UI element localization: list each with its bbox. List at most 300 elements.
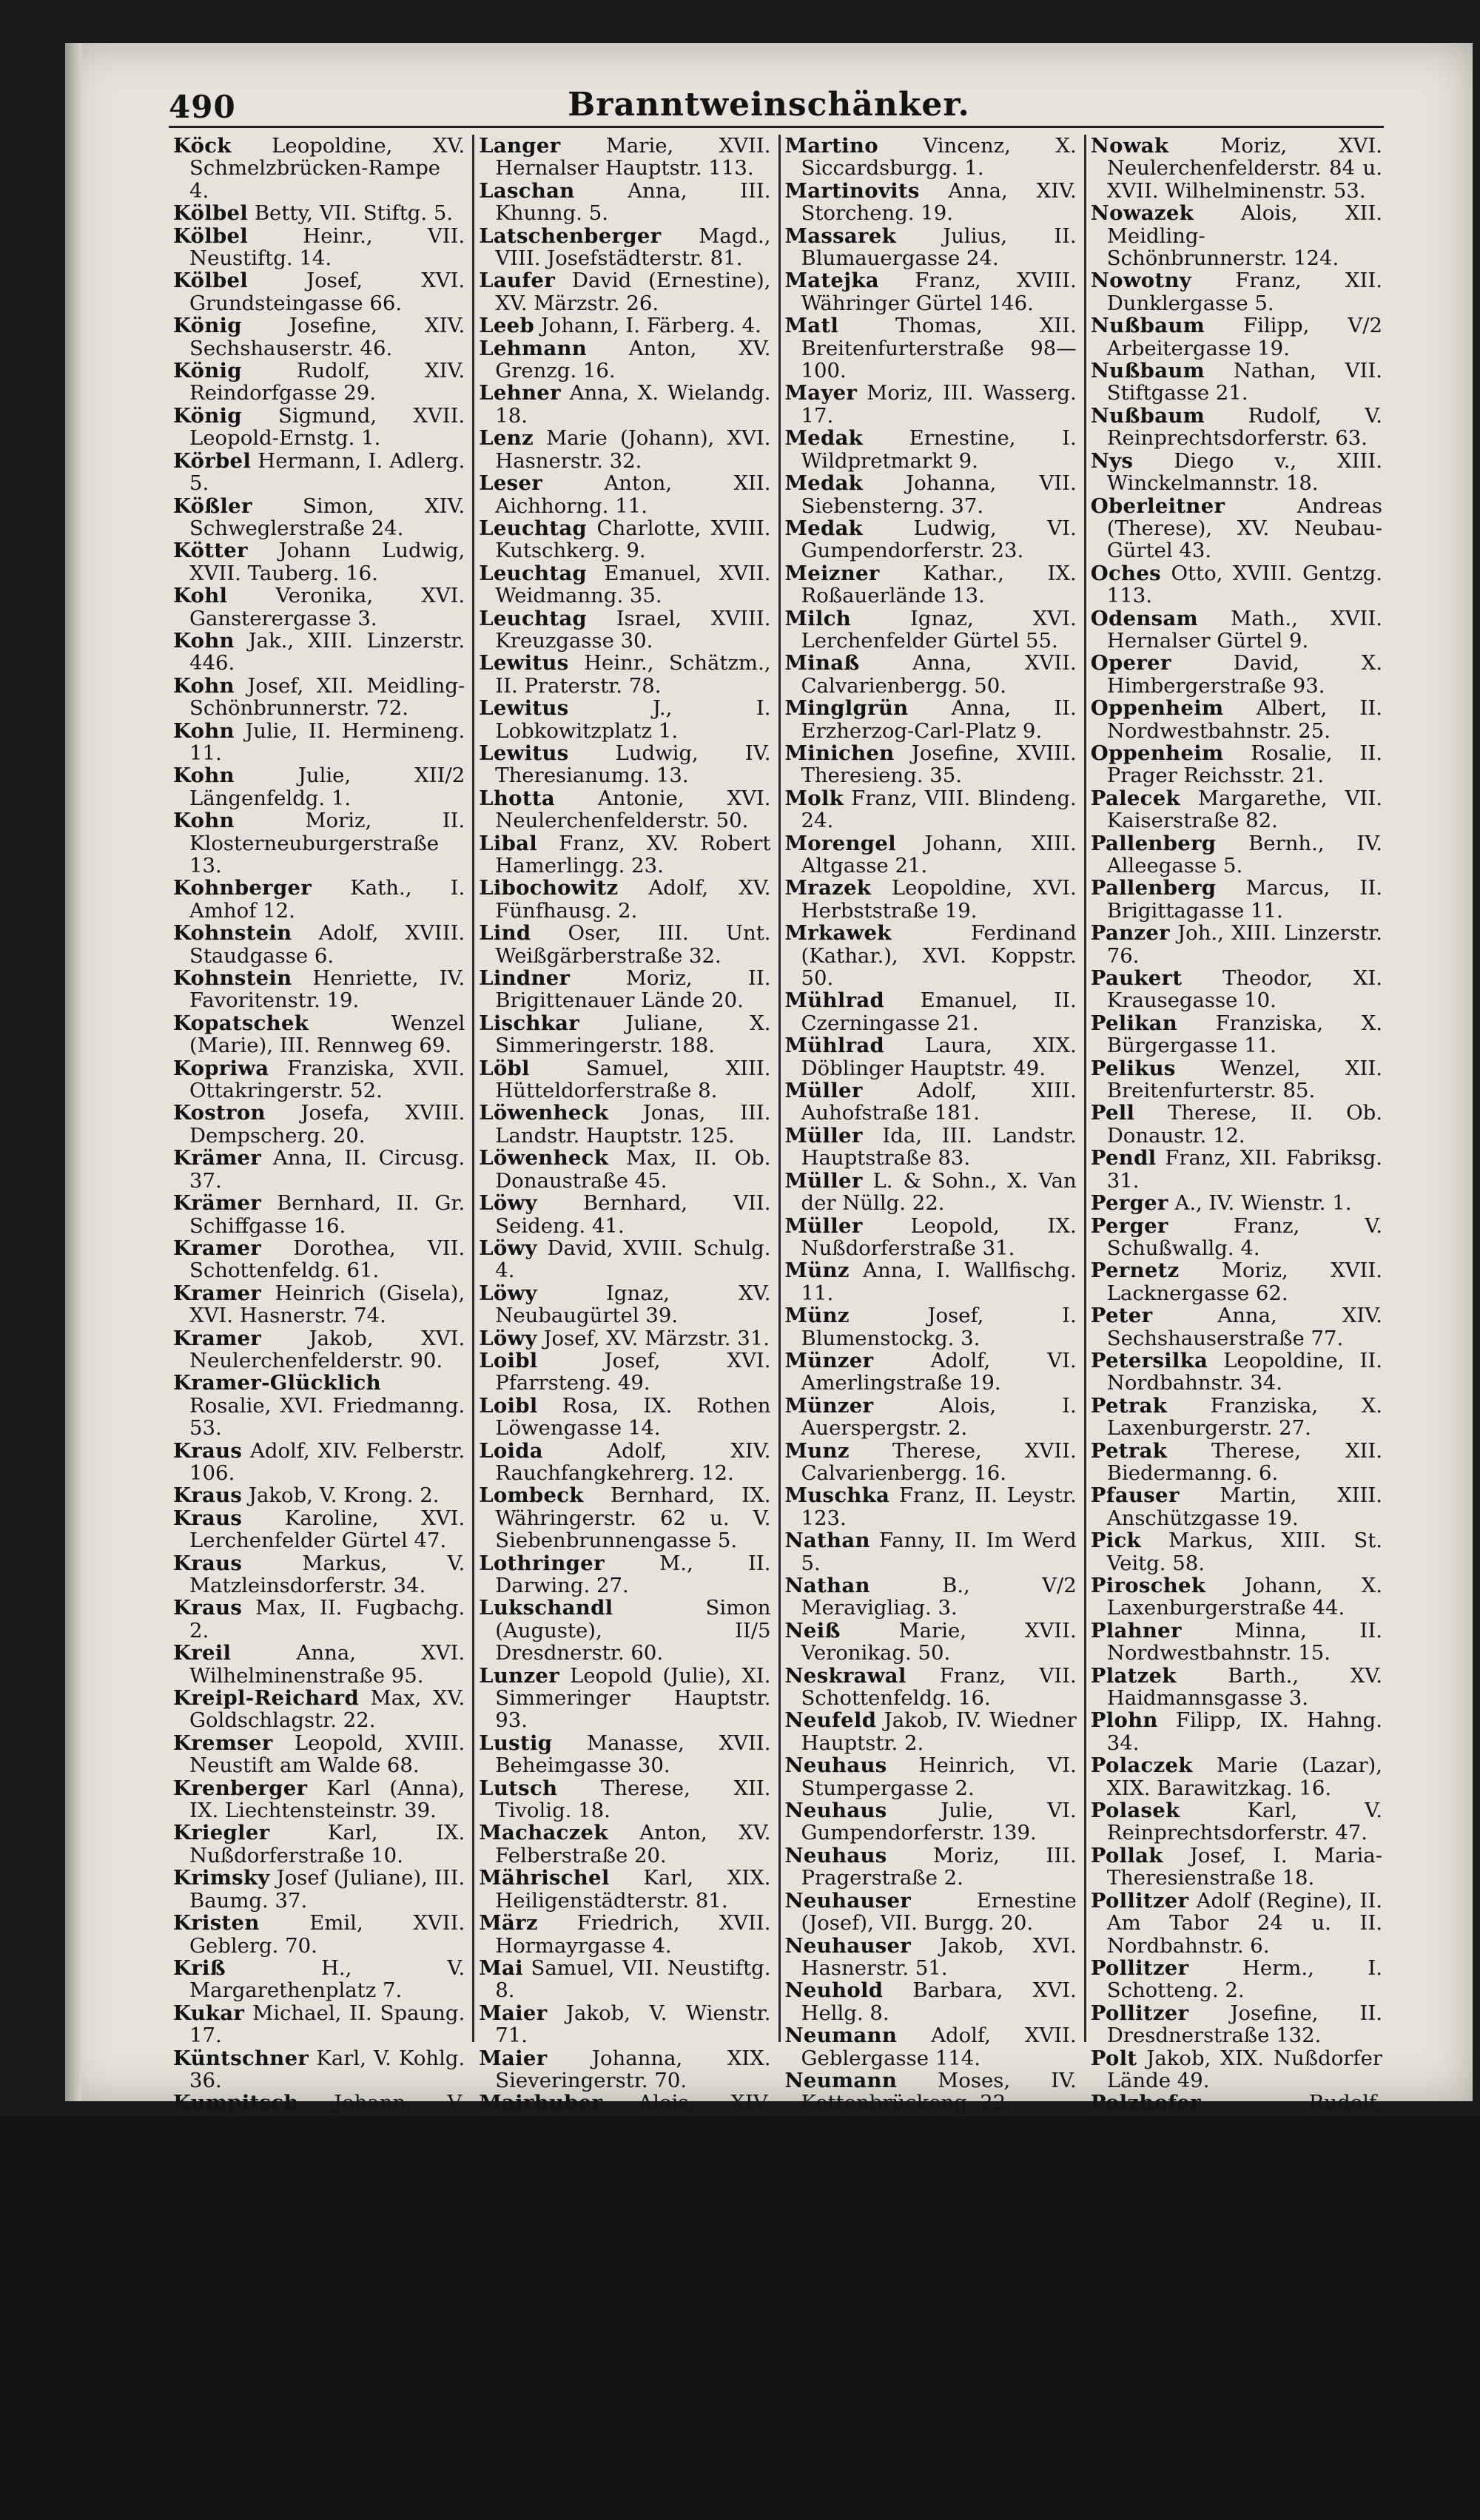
entry-surname: Minglgrün xyxy=(784,696,909,721)
entry-details: Filipp, IX. Hahng. 34. xyxy=(1106,1708,1382,1755)
entry-details: Moriz, II. Brigittenauer Lände 20. xyxy=(495,966,771,1013)
directory-entry xyxy=(785,135,1077,180)
entry-details: Josef, I. Landesgerichtsstr. 10. xyxy=(189,2180,465,2228)
entry-surname: Maiß xyxy=(479,2136,539,2160)
directory-entry xyxy=(173,1192,465,1237)
entry-surname: Muschka xyxy=(784,1483,890,1508)
directory-entry xyxy=(479,2182,770,2227)
directory-entry xyxy=(173,1822,465,1867)
entry-details: Samuel, XIII. Hütteldorferstraße 8. xyxy=(495,1056,771,1103)
entry-surname: Leuchtag xyxy=(479,561,587,585)
entry-details: Leopoldine, II. Nordbahnstr. 34. xyxy=(1106,1348,1382,1395)
entry-surname: Kraus xyxy=(173,1483,243,1508)
entry-details: Jakob, V. Wienstr. 71. xyxy=(495,2001,771,2048)
entry-surname: Kohn xyxy=(173,764,235,788)
directory-entry xyxy=(479,1732,770,1777)
entry-details: Therese, XII. Tivolig. 18. xyxy=(495,1776,771,1823)
directory-entry xyxy=(479,1822,770,1867)
entry-details: Michael, II. Spaung. 17. xyxy=(189,2001,465,2048)
entry-details: Bernhard, II. Gr. Schiffgasse 16. xyxy=(189,1191,465,1238)
entry-surname: Nußbaum xyxy=(1090,403,1205,428)
entry-surname: Machaczek xyxy=(479,1821,608,1845)
directory-entry xyxy=(785,1350,1077,1395)
entry-surname: Kramer xyxy=(173,1236,262,1260)
entry-surname: Lustig xyxy=(479,1731,553,1755)
entry-details: Julie, XII/2 Längenfeldg. 1. xyxy=(189,764,465,810)
entry-details: Julie, II. Hermineng. 11. xyxy=(189,718,465,765)
entry-details: Rosalie, II. Prager Reichsstr. 21. xyxy=(1106,741,1382,788)
entry-details: Diego v., XIII. Winckelmannstr. 18. xyxy=(1106,448,1382,496)
directory-entry xyxy=(173,1552,465,1597)
entry-details: A., III. Landstr. Hauptstr. 157. xyxy=(801,2158,1077,2205)
directory-entry xyxy=(1091,1529,1382,1574)
entry-details: Jakob, V. Krong. 2. xyxy=(248,1483,440,1508)
entry-surname: Mühlrad xyxy=(784,988,885,1013)
entry-surname: Oppenheim xyxy=(1090,741,1224,765)
entry-details: A., XVIII. Ladenburgg. 20. xyxy=(189,2383,465,2430)
directory-entry xyxy=(173,2317,465,2384)
directory-entry xyxy=(1091,2047,1382,2092)
entry-details: Karl, V. Kohlg. 36. xyxy=(189,2046,465,2092)
entry-surname: Körbel xyxy=(173,448,252,473)
entry-surname: Kohl xyxy=(173,584,228,608)
entry-surname: Marmorek xyxy=(479,2226,600,2250)
entry-details: Josef (Juliane), III. Baumg. 37. xyxy=(189,1866,465,1913)
entry-details: Franziska, XVII. Ottakringerstr. 52. xyxy=(189,1056,465,1103)
entry-details: Karoline, XVI. Lerchenfelder Gürtel 47. xyxy=(189,1506,465,1553)
directory-entry xyxy=(1091,1350,1382,1395)
entry-details: Leopoldine, XVI. Herbststraße 19. xyxy=(801,876,1077,923)
entry-details: Anton, XV. Grenzg. 16. xyxy=(495,336,771,383)
directory-entry xyxy=(479,1912,770,1957)
directory-entry xyxy=(479,652,770,697)
entry-surname: Kumpitsch xyxy=(173,2091,299,2115)
directory-entry xyxy=(1091,832,1382,877)
directory-entry xyxy=(479,427,770,472)
entry-surname: Kurz xyxy=(173,2226,229,2250)
entry-surname: Pollitzer xyxy=(1090,1955,1189,1980)
entry-columns xyxy=(169,134,1390,2520)
entry-surname: Kohnstein xyxy=(173,921,292,946)
entry-details: Marie, XVII. Hernalser Hauptstr. 113. xyxy=(495,134,771,181)
directory-entry xyxy=(1091,742,1382,787)
entry-details: Moriz, XVII. Lacknergasse 62. xyxy=(1106,1259,1382,1305)
entry-surname: Löwy xyxy=(479,1326,537,1350)
directory-entry xyxy=(785,2069,1077,2115)
entry-details: Veronika, XVI. Gansterergasse 3. xyxy=(189,584,465,630)
entry-surname: Kristen xyxy=(173,1911,260,1936)
entry-details: Barth., XV. Haidmannsgasse 3. xyxy=(1106,1663,1382,1711)
entry-details: Jakob, XIX. Nußdorfer Lände 49. xyxy=(1106,2046,1382,2092)
directory-entry xyxy=(173,2002,465,2047)
directory-entry xyxy=(173,764,465,809)
entry-surname: Latschenberger xyxy=(479,223,662,248)
directory-entry xyxy=(785,2160,1077,2205)
directory-entry xyxy=(785,1979,1077,2024)
entry-details: Margarethe, VII. Kaiserstraße 82. xyxy=(1106,786,1382,833)
entry-surname: Maier xyxy=(479,2046,548,2070)
directory-entry xyxy=(479,1237,770,1282)
directory-entry xyxy=(785,472,1077,517)
entry-details: Israel, XVIII. Kreuzgasse 30. xyxy=(495,606,771,653)
entry-details: Josefine, II. Dresdnerstraße 132. xyxy=(1106,2001,1382,2048)
directory-entry xyxy=(479,1192,770,1237)
entry-surname: Pendl xyxy=(1090,1146,1157,1170)
entry-details: Bernhard, IX. Währingerstr. 62 u. V. Siebenbrunnengasse 5. xyxy=(495,1483,771,1553)
entry-details: Franz, XII. Fabriksg. 31. xyxy=(1106,1146,1382,1193)
entry-details: Alois, I. Auerspergstr. 2. xyxy=(801,1393,1077,1441)
entry-surname: Leser xyxy=(479,471,543,496)
entry-surname: Platzek xyxy=(1090,1663,1177,1688)
entry-surname: Nußbaum xyxy=(1090,314,1205,338)
entry-surname: Müller xyxy=(784,1168,863,1193)
entry-surname: Matl xyxy=(784,314,839,338)
directory-entry xyxy=(173,2047,465,2092)
directory-entry xyxy=(785,225,1077,270)
entry-surname: Lunzer xyxy=(479,1663,559,1688)
directory-entry xyxy=(479,2317,770,2362)
directory-entry xyxy=(785,1484,1077,1529)
entry-details: Eduard, XIII. Mazingstr. 3. xyxy=(801,2248,1077,2295)
directory-entry xyxy=(479,1665,770,1732)
directory-entry xyxy=(785,922,1077,989)
directory-entry xyxy=(785,1215,1077,1260)
entry-details: Sigmund, XVII. Leopold-Ernstg. 1. xyxy=(189,403,465,451)
entry-surname: Kötter xyxy=(173,539,248,563)
directory-entry xyxy=(173,2227,465,2272)
entry-surname: Lhotta xyxy=(479,786,555,810)
directory-entry xyxy=(785,1709,1077,1754)
entry-surname: Oches xyxy=(1090,561,1161,585)
entry-details: Laura, XIX. Döblinger Hauptstr. 49. xyxy=(801,1034,1077,1080)
entry-details: Friedrich, XVII. Hormayrgasse 4. xyxy=(495,1911,771,1958)
entry-surname: Morengel xyxy=(784,831,896,855)
entry-surname: Neuhold xyxy=(784,1978,884,2003)
entry-surname: Pelikus xyxy=(1090,1056,1176,1080)
entry-details: Johanna, XIX. Sieveringerstr. 70. xyxy=(495,2046,771,2092)
directory-entry xyxy=(479,337,770,383)
entry-details: Emil, XVII. Geblerg. 70. xyxy=(189,1911,465,1958)
entry-details: Wenzel (Marie), III. Rennweg 69. xyxy=(189,1011,465,1058)
entry-details: Vincenz, X. Siccardsburgg. 1. xyxy=(801,134,1077,181)
directory-entry xyxy=(479,832,770,877)
directory-entry xyxy=(173,1012,465,1057)
entry-details: Therese, XII. Biedermanng. 6. xyxy=(1106,1438,1382,1485)
entry-surname: Kopriwa xyxy=(173,1056,269,1080)
entry-surname: Mandl xyxy=(479,2180,553,2205)
entry-surname: Neuhaus xyxy=(784,1753,887,1778)
entry-surname: Petersilka xyxy=(1090,1348,1208,1372)
directory-entry xyxy=(1091,562,1382,607)
directory-entry xyxy=(173,584,465,630)
page-number: 490 xyxy=(169,89,236,125)
directory-entry xyxy=(785,1574,1077,1620)
entry-surname: Panzer xyxy=(1090,921,1170,946)
entry-surname: Kölbel xyxy=(173,223,249,248)
entry-details: Rosalie, XVI. Friedmanng. 53. xyxy=(189,1393,465,1441)
entry-surname: Nowotny xyxy=(1090,269,1192,293)
entry-surname: Mährischel xyxy=(479,1866,610,1890)
entry-surname: Lehner xyxy=(479,381,561,405)
entry-details: Leopold (Julie), XI. Simmeringer Hauptstr. 93. xyxy=(495,1663,771,1733)
directory-entry xyxy=(1091,1574,1382,1620)
directory-entry xyxy=(1091,495,1382,562)
entry-surname: Plahner xyxy=(1090,1618,1182,1643)
entry-surname: Löwy xyxy=(479,1191,537,1216)
entry-surname: Mai xyxy=(479,1955,523,1980)
directory-entry xyxy=(173,1732,465,1777)
entry-details: Jakob, XVI. Hasnerstr. 51. xyxy=(801,1933,1077,1980)
entry-surname: Kramer xyxy=(173,1326,262,1350)
directory-entry xyxy=(479,2002,770,2047)
entry-surname: Löwy xyxy=(479,1281,537,1305)
entry-surname: Müller xyxy=(784,1123,863,1148)
entry-details: Karl (Anna), IX. Liechtensteinstr. 39. xyxy=(189,1776,465,1823)
entry-surname: Medak xyxy=(784,426,864,451)
entry-surname: Müller xyxy=(784,1213,863,1238)
entry-surname: Löbl xyxy=(479,1056,530,1080)
entry-details: Marie, XVII. Veronikag. 50. xyxy=(801,1618,1077,1665)
directory-entry xyxy=(785,1304,1077,1350)
entry-details: Jakob, XVI. Neulerchenfelderstr. 90. xyxy=(189,1326,465,1372)
entry-surname: Neuhauser xyxy=(784,1888,912,1913)
entry-details: David, X. Himbergerstraße 93. xyxy=(1106,651,1382,698)
entry-details: Rudolf, XIV. Reindorfgasse 29. xyxy=(189,359,465,405)
directory-entry xyxy=(173,630,465,675)
entry-surname: Küntschner xyxy=(173,2046,309,2070)
entry-surname: Odensam xyxy=(1090,606,1198,630)
entry-details: David (Ernestine), XV. Märzstr. 26. xyxy=(495,269,771,315)
entry-details: Karl, XIX. Heiligenstädterstr. 81. xyxy=(495,1866,771,1913)
entry-details: Samuel, VII. Neustiftg. 8. xyxy=(495,1955,771,2003)
entry-details: Karl, V. Reinprechtsdorferstr. 47. xyxy=(1106,1799,1382,1845)
entry-surname: Löwy xyxy=(479,1236,537,1260)
entry-details: Juliane, X. Simmeringerstr. 188. xyxy=(495,1011,771,1058)
entry-details: Johanna, VII. Siebensterng. 37. xyxy=(801,471,1077,518)
entry-surname: Nathan xyxy=(784,1574,870,1597)
directory-entry xyxy=(479,742,770,787)
entry-details: Therese, II. Ob. Donaustr. 12. xyxy=(1106,1101,1382,1148)
entry-details: Jos., X. Himbergerstr. 148. xyxy=(189,2473,465,2520)
directory-entry xyxy=(173,1507,465,1552)
page-gutter xyxy=(65,43,81,2101)
entry-surname: Loibl xyxy=(479,1393,538,1418)
entry-details: Wolf, II. Ob. Donaustraße 12. xyxy=(1106,2226,1382,2273)
directory-entry xyxy=(479,1484,770,1552)
entry-details: Leopold, IX. Nußdorferstraße 31. xyxy=(801,1213,1077,1260)
entry-surname: Pollak xyxy=(1090,1843,1163,1867)
entry-details: Ferdinand (Kathar.), XVI. Koppstr. 50. xyxy=(801,921,1077,991)
entry-surname: Libochowitz xyxy=(479,876,619,900)
directory-entry xyxy=(173,405,465,450)
entry-surname: Kuncl xyxy=(173,2136,241,2160)
entry-surname: Massarek xyxy=(784,223,896,248)
directory-entry xyxy=(785,2294,1077,2339)
entry-surname: Poppenberger xyxy=(1090,2180,1254,2205)
entry-surname: Kostron xyxy=(173,1101,266,1125)
directory-entry xyxy=(173,967,465,1012)
directory-entry xyxy=(479,787,770,832)
entry-surname: Lehmann xyxy=(479,336,588,360)
entry-details: Ernestine (Josef), VII. Burgg. 20. xyxy=(801,1888,1077,1936)
directory-entry xyxy=(479,225,770,270)
entry-surname: Oberleitner xyxy=(1090,493,1225,518)
entry-details: Josef, XV. Märzstr. 31. xyxy=(543,1326,770,1350)
entry-details: Emanuel, XVII. Weidmanng. 35. xyxy=(495,561,771,608)
entry-surname: Perger xyxy=(1090,1213,1168,1238)
directory-entry xyxy=(173,809,465,877)
directory-entry xyxy=(479,1597,770,1664)
entry-details: Anna, XVII. Calvarienbergg. 50. xyxy=(801,651,1077,698)
column-3 xyxy=(781,134,1086,2340)
entry-surname: Neiß xyxy=(784,1618,841,1643)
entry-surname: Polzhofer xyxy=(1090,2091,1201,2115)
entry-details: Math., XVII. Hernalser Gürtel 9. xyxy=(1106,606,1382,653)
directory-entry xyxy=(1091,922,1382,967)
directory-entry xyxy=(479,1957,770,2002)
entry-details: Jakob, IV. Wiedner Hauptstr. 2. xyxy=(801,1708,1077,1755)
entry-details: Martin, XIII. Anschützgasse 19. xyxy=(1106,1483,1382,1530)
entry-details: Simon (Auguste), II/5 Dresdnerstr. 60. xyxy=(495,1596,771,1665)
entry-details: Josefine, XIV. Sechshauserstr. 46. xyxy=(189,314,465,360)
entry-surname: Köck xyxy=(173,134,232,158)
entry-surname: Lang xyxy=(173,2383,231,2408)
entry-surname: Palecek xyxy=(1090,786,1180,810)
entry-details: Rosa, IX. Rothen Löwengasse 14. xyxy=(495,1393,771,1441)
entry-surname: Paukert xyxy=(1090,966,1183,991)
entry-surname: Plohn xyxy=(1090,1708,1158,1733)
directory-entry xyxy=(173,2429,465,2474)
column-2 xyxy=(474,134,780,2362)
directory-entry xyxy=(479,382,770,427)
entry-details: Emanuel, II. Czerningasse 21. xyxy=(801,988,1077,1035)
entry-surname: Lothringer xyxy=(479,1551,605,1575)
entry-surname: Löwenheck xyxy=(479,1101,609,1125)
entry-details: Moses, IV. Kettenbrückeng. 22. xyxy=(801,2068,1077,2115)
directory-entry xyxy=(1091,652,1382,697)
entry-surname: Minaß xyxy=(784,651,860,676)
entry-surname: Kopatschek xyxy=(173,1011,309,1035)
entry-details: Adolf, VI. Amerlingstraße 19. xyxy=(801,1348,1077,1395)
entry-details: Ludwig, VI. Gumpendorferstr. 23. xyxy=(801,516,1077,563)
directory-entry xyxy=(1091,1259,1382,1304)
entry-details: Anna, XIV. Storcheng. 19. xyxy=(801,178,1077,226)
directory-entry xyxy=(479,2092,770,2137)
directory-entry xyxy=(173,1867,465,1912)
entry-surname: Krenberger xyxy=(173,1776,308,1800)
directory-entry xyxy=(1091,1844,1382,1890)
entry-details: Alois, XII. Meidling-Schönbrunnerstr. 124. xyxy=(1106,201,1382,271)
entry-surname: Neumayer xyxy=(784,2158,904,2183)
entry-surname: Mühlrad xyxy=(784,1034,885,1058)
entry-surname: Pick xyxy=(1090,1529,1141,1553)
entry-surname: Kohn xyxy=(173,628,235,653)
directory-entry xyxy=(173,1912,465,1957)
entry-details: Anna, V. Reinprechtsdorferstr. 42. xyxy=(495,2316,771,2362)
directory-entry xyxy=(173,2272,465,2317)
directory-entry xyxy=(479,269,770,314)
entry-surname: Lind xyxy=(479,921,531,946)
entry-surname: Lewitus xyxy=(479,696,569,721)
entry-details: Kathar., IX. Roßauerlände 13. xyxy=(801,561,1077,608)
entry-details: Adolf, XIV. Rauchfangkehrerg. 12. xyxy=(495,1438,771,1485)
directory-entry xyxy=(479,2272,770,2317)
entry-details: Franziska, X. Laxenburgerstr. 27. xyxy=(1106,1393,1382,1441)
entry-details: Herm., I. Schotteng. 2. xyxy=(1106,1955,1382,2003)
directory-entry xyxy=(173,1057,465,1102)
directory-entry xyxy=(1091,360,1382,405)
entry-details: Kath., I. Amhof 12. xyxy=(189,876,465,923)
entry-surname: Pernetz xyxy=(1090,1259,1180,1283)
entry-details: Josef, XVI. Pfarrsteng. 49. xyxy=(495,1348,771,1395)
entry-surname: Martinovits xyxy=(784,178,920,203)
entry-details: Marie (Lazar), XIX. Barawitzkag. 16. xyxy=(1106,1753,1382,1800)
entry-surname: Lukschandl xyxy=(479,1596,613,1620)
directory-entry xyxy=(173,1777,465,1822)
entry-details: Markus, V. Matzleinsdorferstr. 34. xyxy=(189,1551,465,1597)
entry-surname: März xyxy=(479,1911,538,1936)
entry-details: J., I. Lobkowitzplatz 1. xyxy=(495,696,771,743)
entry-details: Gabriel, II. Engerthstraße 202. xyxy=(495,2180,771,2228)
entry-surname: Kraus xyxy=(173,1596,243,1620)
entry-details: Ignaz, XV. Neubaugürtel 39. xyxy=(495,1281,771,1328)
entry-details: Adolf (Regine), II. Am Tabor 24 u. II. Nordbahnstr. 6. xyxy=(1106,1888,1382,1958)
entry-details: Therese, XVII. Calvarienbergg. 16. xyxy=(801,1438,1077,1485)
entry-surname: Krämer xyxy=(173,1191,262,1216)
directory-entry xyxy=(1091,1484,1382,1529)
entry-details: Fanny, II. Im Werd 5. xyxy=(801,1529,1077,1575)
entry-surname: Polt xyxy=(1090,2046,1137,2070)
directory-entry xyxy=(479,697,770,742)
directory-entry xyxy=(479,1327,770,1350)
entry-details: Wenzel, XII. Breitenfurterstr. 85. xyxy=(1106,1056,1382,1103)
directory-entry xyxy=(1091,202,1382,269)
entry-surname: Mairhuber xyxy=(479,2091,603,2115)
entry-details: Johann, I. Färberg. 4. xyxy=(540,314,761,338)
entry-details: M., II. Darwing. 27. xyxy=(495,1551,771,1597)
entry-surname: Mayer xyxy=(784,381,858,405)
directory-entry xyxy=(173,450,465,495)
directory-entry xyxy=(1091,877,1382,922)
directory-entry xyxy=(1091,450,1382,495)
entry-details: Charlotte, XVIII. Kutschkerg. 9. xyxy=(495,516,771,563)
entry-details: Wenzel, XIV. Fenzlg. 17. xyxy=(189,2428,465,2475)
entry-details: Franz, XVIII. Währinger Gürtel 146. xyxy=(801,269,1077,315)
entry-details: Oser, III. Unt. Weißgärberstraße 32. xyxy=(495,921,771,968)
directory-entry xyxy=(785,832,1077,877)
directory-entry xyxy=(479,1440,770,1485)
entry-details: Julie, VI. Gumpendorferstr. 139. xyxy=(801,1799,1077,1845)
entry-surname: Libal xyxy=(479,831,538,855)
directory-entry xyxy=(785,1529,1077,1574)
directory-entry xyxy=(479,607,770,653)
entry-surname: Kohnstein xyxy=(173,966,292,991)
entry-details: Anna, I. Wallfischg. 11. xyxy=(801,1259,1077,1305)
entry-surname: Nowazek xyxy=(1090,201,1194,226)
entry-details: Joh., XIII. Linzerstr. 76. xyxy=(1106,921,1382,968)
entry-details: Ferd., XVIII. Gentzg. 51. xyxy=(1106,2180,1382,2228)
directory-entry xyxy=(1091,2002,1382,2047)
directory-entry xyxy=(479,1147,770,1192)
entry-details: Heinrich, VI. Stumpergasse 2. xyxy=(801,1753,1077,1800)
entry-surname: Kölbel xyxy=(173,201,249,226)
entry-surname: Münzer xyxy=(784,1393,874,1418)
entry-details: Julius, II. Blumauergasse 24. xyxy=(801,223,1077,271)
entry-surname: Munz xyxy=(784,1438,850,1463)
entry-surname: Operer xyxy=(1090,651,1171,676)
directory-entry xyxy=(1091,2227,1382,2272)
entry-surname: Pell xyxy=(1090,1101,1135,1125)
